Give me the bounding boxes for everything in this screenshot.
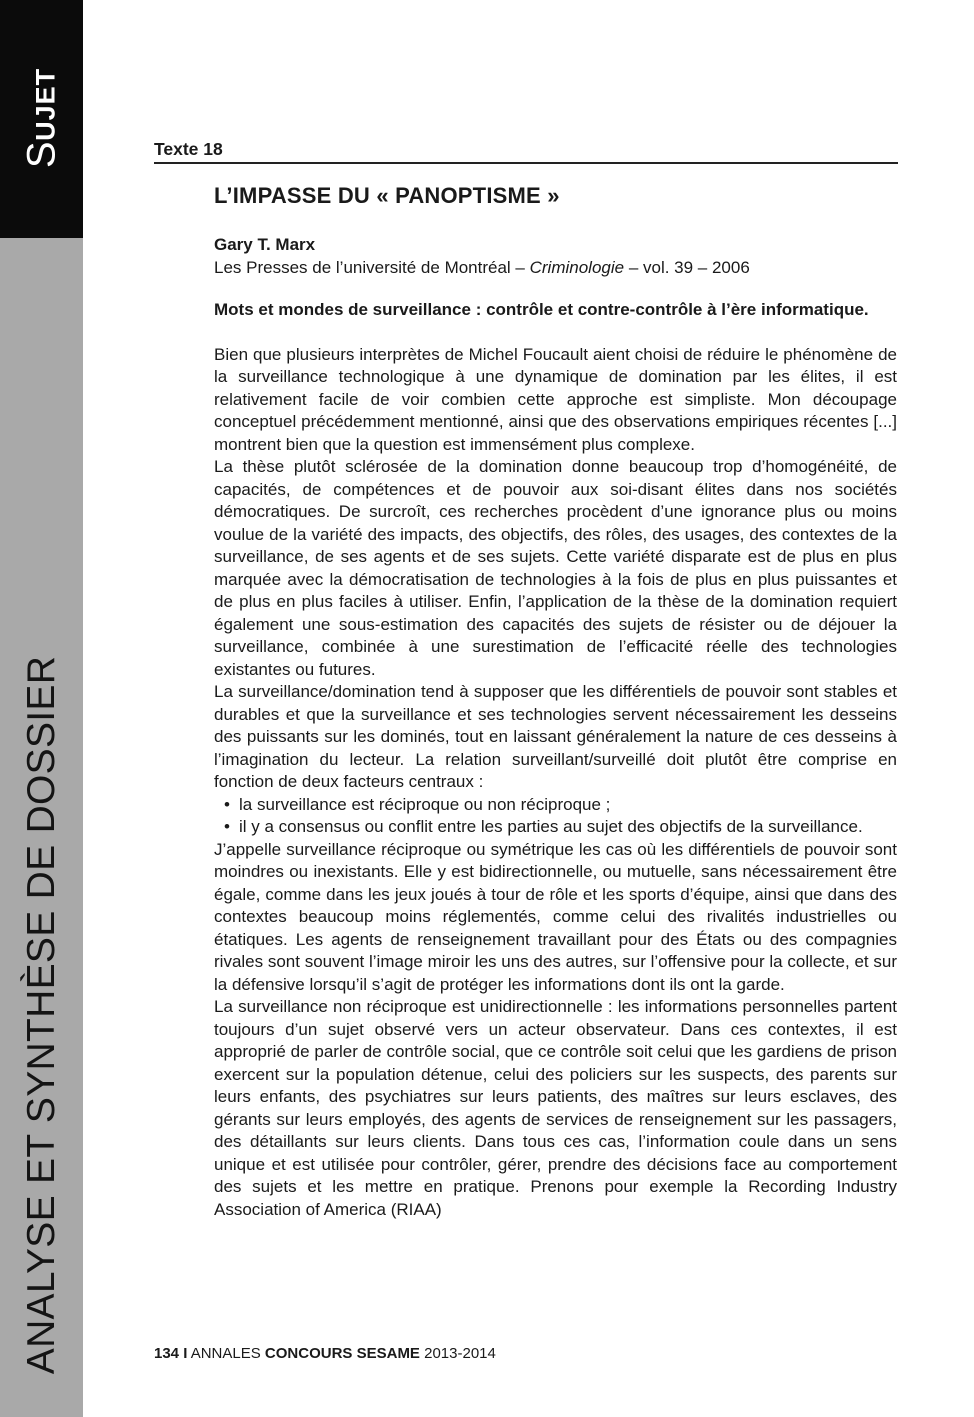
- text-number-label: Texte 18: [154, 139, 223, 159]
- article-column: [214, 183, 897, 1221]
- sidebar-section-label: SUJET: [19, 67, 64, 169]
- page-footer: [154, 1345, 496, 1362]
- page-number: 134: [154, 1345, 180, 1362]
- paragraph: La surveillance non réciproque est unidirectionnelle : les informations personnelles partent toujours d’un sujet observé vers un acteur observateur. Dans ces contextes, il est approprié de parler de contrôle social, que ce contrôle soit celui que les gardiens de prison exercent sur la population détenue, celui des policiers sur les suspects, des parents sur leurs enfants, des psychiatres sur leurs patients, des maîtres sur leurs esclaves, des gérants sur leurs employés, des agents de services de renseignement sur les passagers, des détaillants sur leurs clients. Dans tous ces cas, l’information coule dans un sens unique et est utilisée pour contrôler, gérer, prendre des décisions face au comportement des sujets et les mettre en pratique. Prenons pour exemple la Recording Industry Association of America (RIAA): [214, 997, 897, 1219]
- bullet-item: • la surveillance est réciproque ou non réciproque ;: [214, 794, 897, 817]
- article-title: L’IMPASSE DU « PANOPTISME »: [214, 183, 560, 208]
- bullet-item: • il y a consensus ou conflit entre les parties au sujet des objectifs de la surveillance.: [214, 816, 897, 839]
- header-rule: [154, 162, 898, 164]
- article-subtitle: Mots et mondes de surveillance : contrôle et contre-contrôle à l’ère informatique.: [214, 300, 869, 319]
- article-source: Les Presses de l’université de Montréal – Criminologie – vol. 39 – 2006: [214, 258, 750, 277]
- footer-separator: I: [183, 1345, 188, 1362]
- journal-name: Criminologie: [529, 258, 625, 277]
- bullet-list: [214, 794, 897, 839]
- footer-years: 2013-2014: [424, 1345, 496, 1362]
- footer-concours: CONCOURS SESAME: [264, 1345, 420, 1362]
- paragraph: La surveillance/domination tend à supposer que les différentiels de pouvoir sont stables et durables et que la surveillance et ses technologies servent nécessairement les desseins des puissants sur les dominés, tout en laissant généralement la nature de ces desseins à l’imagination du lecteur. La relation surveillant/surveillé doit plutôt être comprise en fonction de deux facteurs centraux :: [214, 682, 897, 791]
- paragraph: La thèse plutôt sclérosée de la domination donne beaucoup trop d’homogénéité, de capacités, de compétences et de pouvoir aux soi-disant élites dans nos sociétés démocratiques. De surcroît, ces recherches procèdent d’une ignorance plus ou moins voulue de la variété des impacts, des objectifs, des rôles, des usages, des contextes de la surveillance, de ses agents et de ses sujets. Cette variété disparate est de plus en plus marquée avec la démocratisation de technologies à la fois de plus en plus puissantes et de plus en plus faciles à utiliser. Enfin, l’application de la thèse de la domination requiert également une sous-estimation des capacités des sujets de résister ou de déjouer la surveillance, combinée à une surestimation de l’efficacité réelle des technologies existantes ou futures.: [214, 457, 897, 679]
- paragraph: J’appelle surveillance réciproque ou symétrique les cas où les différentiels de pouvoir sont moindres ou inexistants. Elle y est bidirectionnelle, ou mutuelle, sans nécessairement être égale, comme dans les jeux joués à tour de rôle et les sports d’équipe, ainsi que dans des contextes beaucoup moins réglementés, comme celui des rivalités industrielles ou étatiques. Les agents de renseignement travaillant pour des États ou des compagnies rivales sont souvent l’image miroir les uns des autres, sur l’offensive pour la collecte, et sur la défensive lorsqu’il s’agit de protéger les informations dont ils ont la garde.: [214, 839, 897, 994]
- sidebar-category-label: ANALYSE ET SYNTHÈSE DE DOSSIER: [20, 655, 63, 1375]
- article-author: Gary T. Marx: [214, 235, 316, 254]
- footer-annales: ANNALES: [190, 1345, 261, 1362]
- paragraph: Bien que plusieurs interprètes de Michel Foucault aient choisi de réduire le phénomène de la surveillance technologique à une dynamique de domination par les élites, il est relativement facile de voir combien cette approche est simpliste. Mon découpage conceptuel précédemment mentionné, ainsi que des observations empiriques récentes [...] montrent bien que la question est immensément plus complexe.: [214, 344, 897, 454]
